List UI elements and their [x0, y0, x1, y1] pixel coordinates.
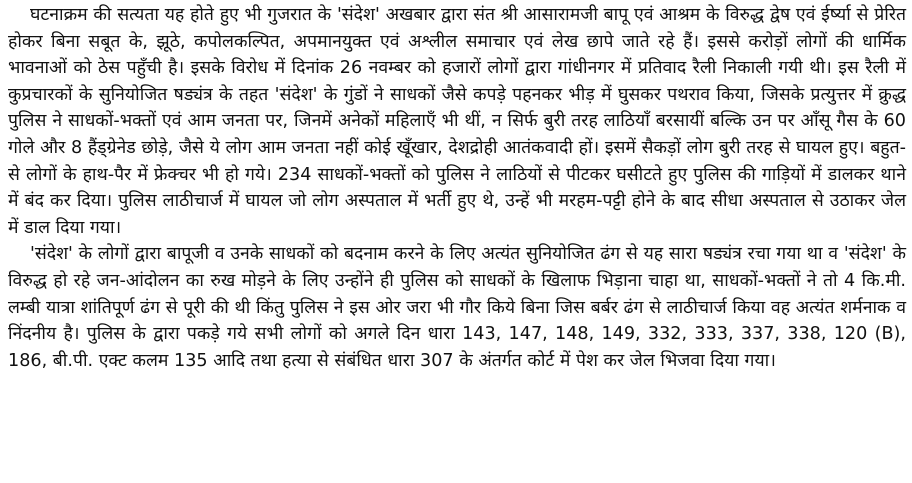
paragraph: घटनाक्रम की सत्यता यह होते हुए भी गुजरात के 'संदेश' अखबार द्वारा संत श्री आसारामजी बापू एवं आश्रम के विरुद्ध द्वेष एवं ईर्ष्या से प्रेरित होकर बिना सबूत के, झूठे, कपोलकल्पित, अपमानयुक्त एवं अश्लील समाचार एवं लेख छापे जाते रहे हैं। इससे करोड़ों लोगों की धार्मिक भावनाओं को ठेस पहुँची है। इसके विरोध में दिनांक 26 नवम्बर को हजारों लोगों द्वारा गांधीनगर में प्रतिवाद रैली निकाली गयी थी। इस रैली में कुप्रचारकों के सुनियोजित षड्यंत्र के तहत 'संदेश' के गुंडों ने साधकों जैसे कपड़े पहनकर भीड़ में घुसकर पथराव किया, जिसके प्रत्युत्तर में क्रुद्ध पुलिस ने साधकों-भक्तों एवं आम जनता पर, जिनमें अनेकों महिलाएँ भी थीं, न सिर्फ बुरी तरह लाठियाँ बरसायीं बल्कि उन पर आँसू गैस के 60 गोले और 8 हैंड्ग्रेनेड छोड़े, जैसे ये लोग आम जनता नहीं कोई खूँखार, देशद्रोही आतंकवादी हों। इसमें सैकड़ों लोग बुरी तरह से घायल हुए। बहुत-से लोगों के हाथ-पैर में फ्रेक्चर भी हो गये। 234 साधकों-भक्तों को पुलिस ने लाठियों से पीटकर घसीटते हुए पुलिस की गाड़ियों में डालकर थाने में बंद कर दिया। पुलिस लाठीचार्ज में घायल जो लोग अस्पताल में भर्ती हुए थे, उन्हें भी मरहम-पट्टी होने के बाद सीधा अस्पताल से उठाकर जेल में डाल दिया गया। — [8, 5, 906, 238]
document-body — [8, 2, 906, 374]
paragraph: 'संदेश' के लोगों द्वारा बापूजी व उनके साधकों को बदनाम करने के लिए अत्यंत सुनियोजित ढंग से यह सारा षड्यंत्र रचा गया था व 'संदेश' के विरुद्ध हो रहे जन-आंदोलन का रुख मोड़ने के लिए उन्होंने ही पुलिस को साधकों के खिलाफ भिड़ाना चाहा था, साधकों-भक्तों ने तो 4 कि.मी. लम्बी यात्रा शांतिपूर्ण ढंग से पूरी की थी किंतु पुलिस ने इस ओर जरा भी गौर किये बिना जिस बर्बर ढंग से लाठीचार्ज किया वह अत्यंत शर्मनाक व निंदनीय है। पुलिस के द्वारा पकड़े गये सभी लोगों को अगले दिन धारा 143, 147, 148, 149, 332, 333, 337, 338, 120 (B), 186, बी.पी. एक्ट कलम 135 आदि तथा हत्या से संबंधित धारा 307 के अंतर्गत कोर्ट में पेश कर जेल भिजवा दिया गया। — [8, 244, 906, 371]
